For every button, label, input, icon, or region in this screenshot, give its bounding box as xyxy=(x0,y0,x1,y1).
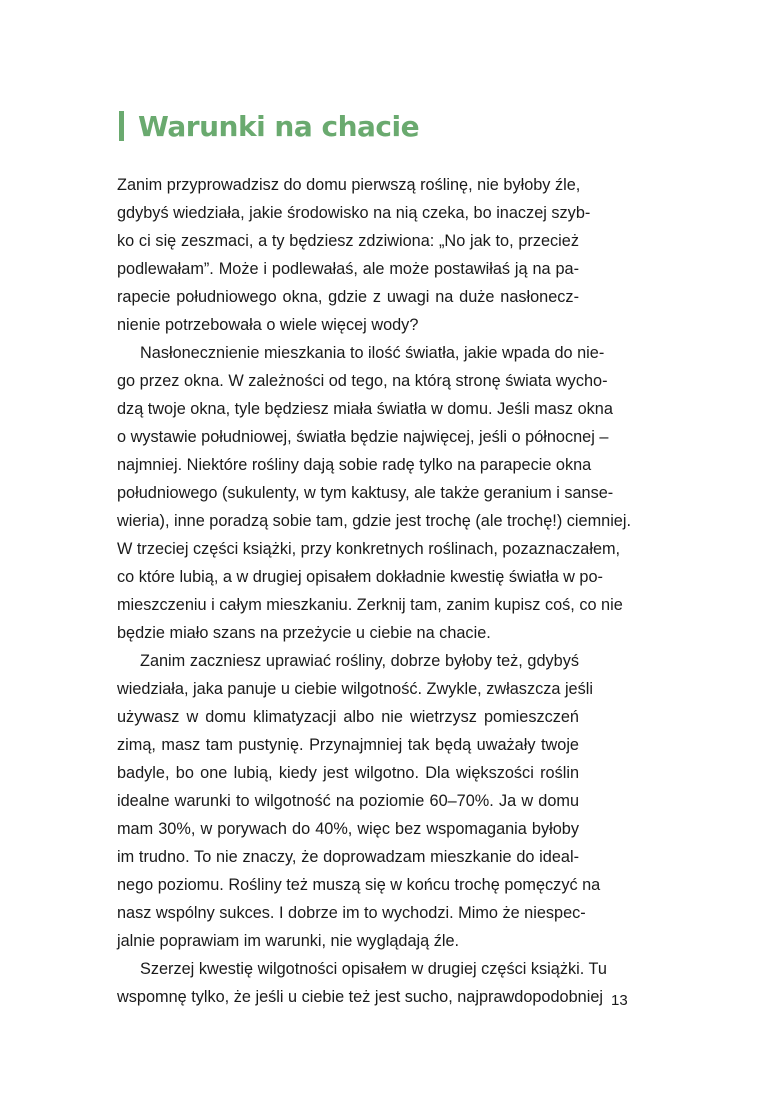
text-line: będzie miało szans na przeżycie u ciebie na chacie. xyxy=(117,624,491,642)
text-line: używasz w domu klimatyzacji albo nie wietrzysz pomieszczeń xyxy=(117,708,579,726)
text-line: wieria), inne poradzą sobie tam, gdzie jest trochę (ale trochę!) ciemniej. xyxy=(117,512,632,530)
text-line: rapecie południowego okna, gdzie z uwagi na duże nasłonecz- xyxy=(117,288,579,306)
text-line: idealne warunki to wilgotność na poziomie 60–70%. Ja w domu xyxy=(117,792,579,810)
text-line: mam 30%, w porywach do 40%, więc bez wspomagania byłoby xyxy=(117,820,579,838)
text-line: Zanim zaczniesz uprawiać rośliny, dobrze byłoby też, gdybyś xyxy=(140,652,579,670)
text-line: dzą twoje okna, tyle będziesz miała światła w domu. Jeśli masz okna xyxy=(117,400,613,418)
section-heading xyxy=(119,106,419,146)
heading-title: Warunki na chacie xyxy=(138,109,420,143)
text-line: Nasłonecznienie mieszkania to ilość światła, jakie wpada do nie- xyxy=(140,344,605,362)
text-line: badyle, bo one lubią, kiedy jest wilgotno. Dla większości roślin xyxy=(117,764,579,782)
text-line: Szerzej kwestię wilgotności opisałem w drugiej części książki. Tu xyxy=(140,960,607,978)
text-line: jalnie poprawiam im warunki, nie wyglądają źle. xyxy=(117,932,460,950)
text-line: wspomnę tylko, że jeśli u ciebie też jest sucho, najprawdopodobniej xyxy=(117,988,603,1006)
text-line: ko ci się zeszmaci, a ty będziesz zdziwiona: „No jak to, przecież xyxy=(117,232,579,250)
text-line: nasz wspólny sukces. I dobrze im to wychodzi. Mimo że niespec- xyxy=(117,904,586,922)
text-line: wiedziała, jaka panuje u ciebie wilgotność. Zwykle, zwłaszcza jeśli xyxy=(117,680,593,698)
page-number: 13 xyxy=(611,992,628,1009)
text-line: najmniej. Niektóre rośliny dają sobie radę tylko na parapecie okna xyxy=(117,456,592,474)
text-line: zimą, masz tam pustynię. Przynajmniej tak będą uważały twoje xyxy=(117,736,579,754)
text-line: gdybyś wiedziała, jakie środowisko na nią czeka, bo inaczej szyb- xyxy=(117,204,591,222)
text-line: nienie potrzebowała o wiele więcej wody? xyxy=(117,316,419,334)
text-line: Zanim przyprowadzisz do domu pierwszą roślinę, nie byłoby źle, xyxy=(117,176,581,194)
text-line: południowego (sukulenty, w tym kaktusy, ale także geranium i sanse- xyxy=(117,484,614,502)
text-line: podlewałam”. Może i podlewałaś, ale może postawiłaś ją na pa- xyxy=(117,260,579,278)
heading-accent-bar xyxy=(119,111,124,141)
text-line: W trzeciej części książki, przy konkretnych roślinach, pozaznaczałem, xyxy=(117,540,621,558)
text-line: o wystawie południowej, światła będzie najwięcej, jeśli o północnej – xyxy=(117,428,609,446)
text-line: nego poziomu. Rośliny też muszą się w końcu trochę pomęczyć na xyxy=(117,876,601,894)
text-line: im trudno. To nie znaczy, że doprowadzam mieszkanie do ideal- xyxy=(117,848,579,866)
text-line: co które lubią, a w drugiej opisałem dokładnie kwestię światła w po- xyxy=(117,568,603,586)
text-line: mieszczeniu i całym mieszkaniu. Zerknij tam, zanim kupisz coś, co nie xyxy=(117,596,623,614)
text-line: go przez okna. W zależności od tego, na którą stronę świata wycho- xyxy=(117,372,608,390)
